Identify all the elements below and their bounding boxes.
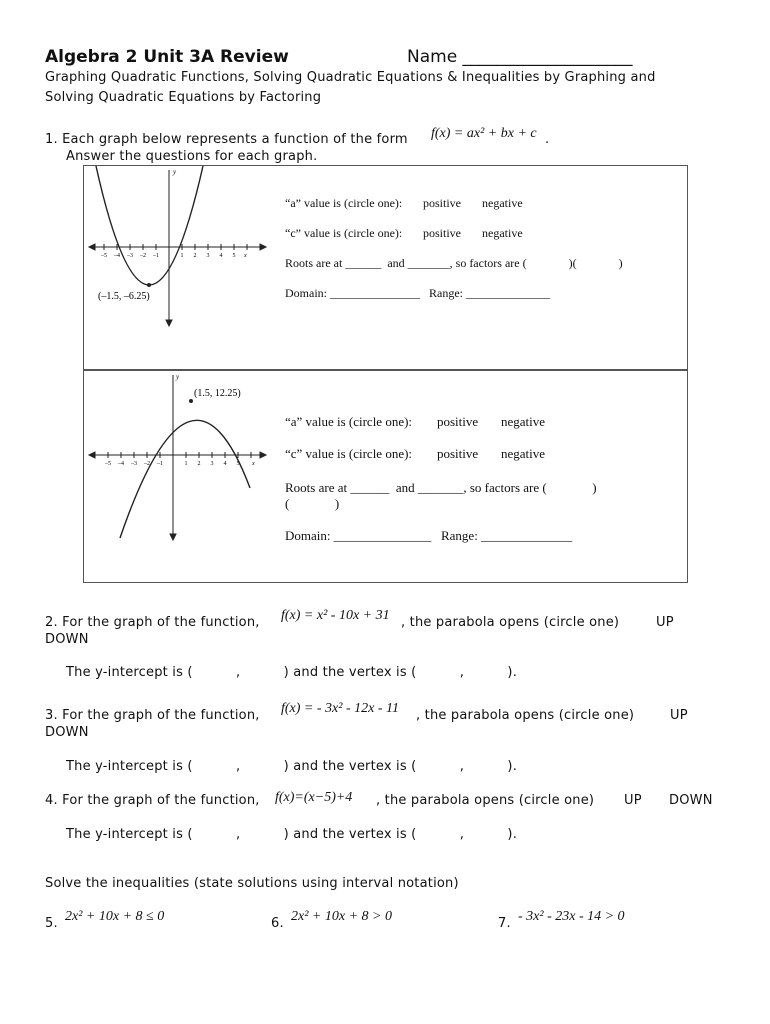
- graph2-c-positive[interactable]: positive: [437, 446, 479, 461]
- q3-intercept-vertex[interactable]: The y-intercept is ( , ) and the vertex is ( , ).: [66, 759, 518, 774]
- graph1-a-negative[interactable]: negative: [482, 196, 523, 210]
- problem-5-number: 5.: [45, 916, 58, 931]
- q4-down-option[interactable]: DOWN: [669, 793, 713, 808]
- subtitle-line-2: Solving Quadratic Equations by Factoring: [45, 90, 322, 105]
- q3-down-option[interactable]: DOWN: [45, 725, 89, 740]
- q2-intercept-vertex[interactable]: The y-intercept is ( , ) and the vertex is ( , ).: [66, 665, 518, 680]
- q1-prompt-2: Answer the questions for each graph.: [66, 149, 318, 164]
- graph1-plot: [84, 166, 274, 368]
- graph2-tick-label: –1: [157, 461, 163, 467]
- graph2-y-arrow: [170, 534, 176, 540]
- q4-intercept-vertex[interactable]: The y-intercept is ( , ) and the vertex is ( , ).: [66, 827, 518, 842]
- graph2-tick-label: 2: [197, 461, 201, 467]
- graph2-x-arrow-right: [260, 452, 266, 458]
- graph1-y-arrow: [166, 320, 172, 326]
- problem-7-number: 7.: [498, 916, 511, 931]
- problem-5-inequality: 2x² + 10x + 8 ≤ 0: [65, 909, 165, 924]
- graph2-tick-label: 4: [223, 461, 227, 467]
- graph1-x-arrow-left: [89, 244, 95, 250]
- graph1-roots-line[interactable]: Roots are at ______ and _______, so factors are ( )( ): [285, 256, 623, 270]
- graph2-roots-line-2[interactable]: ( ): [285, 496, 340, 511]
- q4-up-option[interactable]: UP: [624, 793, 642, 808]
- graph1-tick-label: –1: [153, 253, 159, 259]
- subtitle-line-1: Graphing Quadratic Functions, Solving Quadratic Equations & Inequalities by Graphing and: [45, 70, 656, 85]
- graph1-c-question: “c” value is (circle one):: [285, 226, 403, 240]
- q3-formula: f(x) = - 3x² - 12x - 11: [281, 701, 399, 716]
- graph1-c-positive[interactable]: positive: [423, 226, 461, 240]
- graph2-tick-label: 3: [210, 461, 214, 467]
- graph1-y-label: y: [173, 168, 177, 176]
- graph2-a-negative[interactable]: negative: [501, 414, 546, 429]
- problem-7-inequality: - 3x² - 23x - 14 > 0: [518, 909, 625, 924]
- graph1-c-negative[interactable]: negative: [482, 226, 523, 240]
- graph2-tick-label: –3: [131, 461, 137, 467]
- graph2-vertex-label: (1.5, 12.25): [194, 388, 241, 399]
- problem-6-number: 6.: [271, 916, 284, 931]
- q3-prefix: 3. For the graph of the function,: [45, 708, 260, 723]
- graph1-vertex-label: (–1.5, –6.25): [98, 291, 150, 302]
- graph2-vertex-point: [189, 399, 193, 403]
- graph1-vertex-point: [147, 283, 151, 287]
- graph2-tick-label: –5: [105, 461, 111, 467]
- q2-formula: f(x) = x² - 10x + 31: [281, 608, 390, 623]
- graph2-tick-label: 5: [236, 461, 240, 467]
- q4-prefix: 4. For the graph of the function,: [45, 793, 260, 808]
- q1-prompt: 1. Each graph below represents a function of the form: [45, 132, 408, 147]
- graph1-tick-label: 5: [232, 253, 236, 259]
- q1-period: .: [545, 132, 550, 147]
- graph1-tick-label: –3: [127, 253, 133, 259]
- q2-down-option[interactable]: DOWN: [45, 632, 89, 647]
- q4-formula: f(x)=(x−5)+4: [275, 790, 353, 805]
- name-field-label[interactable]: Name ____________________: [407, 47, 633, 67]
- graph2-a-positive[interactable]: positive: [437, 414, 479, 429]
- q3-up-option[interactable]: UP: [670, 708, 688, 723]
- q2-prefix: 2. For the graph of the function,: [45, 615, 260, 630]
- graph1-x-label: x: [244, 253, 247, 259]
- graph1-domain-range[interactable]: Domain: _______________ Range: ______________: [285, 286, 550, 300]
- q2-up-option[interactable]: UP: [656, 615, 674, 630]
- graph1-a-question: “a” value is (circle one):: [285, 196, 403, 210]
- page-title: Algebra 2 Unit 3A Review: [45, 47, 289, 67]
- graph2-parabola: [120, 420, 250, 538]
- graph2-x-arrow-left: [89, 452, 95, 458]
- graph1-tick-label: –4: [114, 253, 120, 259]
- graph2-x-label: x: [252, 461, 255, 467]
- problem-6-inequality: 2x² + 10x + 8 > 0: [291, 909, 392, 924]
- q4-suffix: , the parabola opens (circle one): [376, 793, 595, 808]
- graph1-tick-label: 4: [219, 253, 223, 259]
- graph2-tick-label: –4: [118, 461, 124, 467]
- graph2-tick-label: 1: [184, 461, 188, 467]
- graph2-a-question: “a” value is (circle one):: [285, 414, 413, 429]
- graph2-c-question: “c” value is (circle one):: [285, 446, 413, 461]
- graph2-tick-label: –2: [144, 461, 150, 467]
- inequalities-heading: Solve the inequalities (state solutions using interval notation): [45, 876, 459, 891]
- graph2-domain-range[interactable]: Domain: _______________ Range: ______________: [285, 528, 573, 543]
- graph1-tick-label: 2: [193, 253, 197, 259]
- q2-suffix: , the parabola opens (circle one): [401, 615, 620, 630]
- graph1-tick-label: 3: [206, 253, 210, 259]
- graph1-parabola: [96, 166, 203, 285]
- graph2-y-label: y: [176, 373, 180, 381]
- graph1-x-arrow-right: [260, 244, 266, 250]
- graph1-tick-label: –2: [140, 253, 146, 259]
- graph2-c-negative[interactable]: negative: [501, 446, 546, 461]
- graph2-roots-line[interactable]: Roots are at ______ and _______, so factors are ( ): [285, 480, 597, 495]
- graph1-a-positive[interactable]: positive: [423, 196, 461, 210]
- graph1-tick-label: –5: [101, 253, 107, 259]
- graph1-tick-label: 1: [180, 253, 184, 259]
- graph2-plot: [84, 370, 274, 580]
- q3-suffix: , the parabola opens (circle one): [416, 708, 635, 723]
- q1-formula: f(x) = ax² + bx + c: [431, 126, 537, 141]
